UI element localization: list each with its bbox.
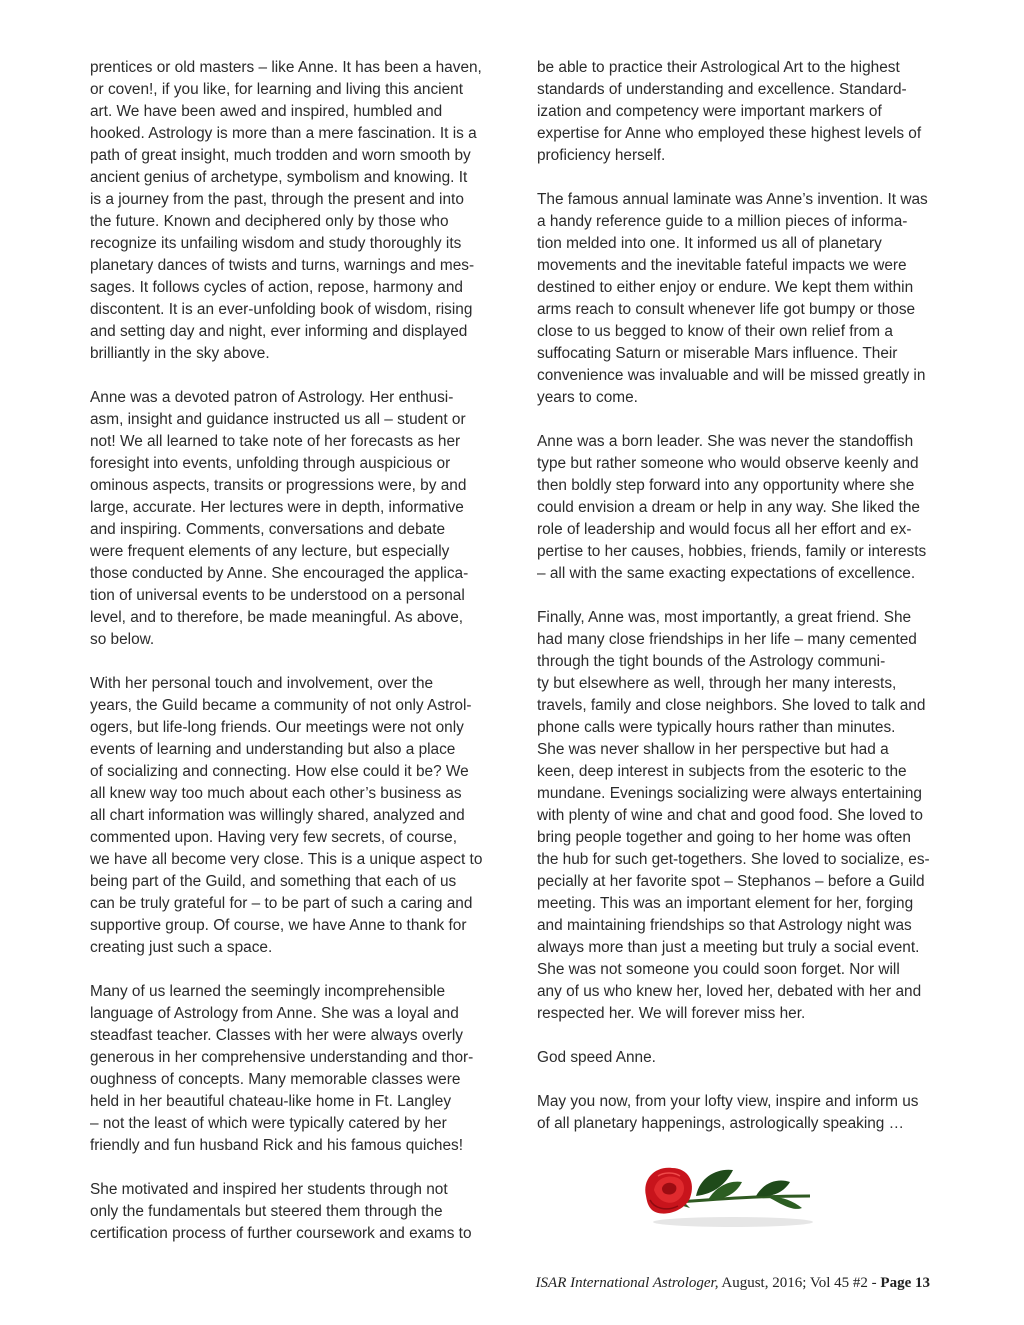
- paragraph: May you now, from your lofty view, inspire and inform us of all planetary happenings, astrologically speaking …: [537, 1093, 919, 1132]
- page-number: Page 13: [880, 1275, 930, 1291]
- paragraph: With her personal touch and involvement, over the years, the Guild became a community of not only Astrol- ogers, but life-long friends. Our meetings were not only events of learning and understanding but also a place of socializing and connecting. How else could it be? We all knew way too much about each other’s business as all chart information was willingly shared, analyzed and commented upon. Having very few secrets, of course, we have all become very close. This is a unique aspect to being part of the Guild, and something that each of us can be truly grateful for – to be part of such a caring and supportive group. Of course, we have Anne to thank for creating just such a space.: [90, 675, 483, 956]
- issue-info: August, 2016; Vol 45 #2 -: [718, 1275, 881, 1291]
- paragraph: God speed Anne.: [537, 1049, 656, 1066]
- red-rose-icon: [638, 1156, 818, 1230]
- paragraph: Finally, Anne was, most importantly, a great friend. She had many close friendships in her life – many cemented through the tight bounds of the Astrology communi- ty but elsewhere as well, through her many interests, travels, family and close neighbors. She loved to talk and phone calls were typically hours rather than minutes. She was never shallow in her perspective but had a keen, deep interest in subjects from the esoteric to the mundane. Evenings socializing were always entertaining with plenty of wine and chat and good food. She loved to bring people together and going to her home was often the hub for such get-togethers. She loved to socialize, es- pecially at her favorite spot – Stephanos – before a Guild meeting. This was an important element for her, forging and maintaining friendships so that Astrology night was always more than just a meeting but truly a social event. She was not someone you could soon forget. Nor will any of us who knew her, loved her, debated with her and respected her. We will forever miss her.: [537, 609, 930, 1022]
- paragraph: The famous annual laminate was Anne’s invention. It was a handy reference guide to a million pieces of informa- tion melded into one. It informed us all of planetary movements and the inevitable fateful impacts we were destined to either enjoy or endure. We kept them within arms reach to consult whenever life got bumpy or those close to us begged to know of their own relief from a suffocating Saturn or miserable Mars influence. Their convenience was invaluable and will be missed greatly in years to come.: [537, 191, 928, 406]
- publication-name: ISAR International Astrologer,: [535, 1275, 719, 1291]
- paragraph: Anne was a devoted patron of Astrology. Her enthusi- asm, insight and guidance instructed us all – student or not! We all learned to take note of her forecasts as her foresight into events, unfolding through auspicious or ominous aspects, transits or progressions were, by and large, accurate. Her lectures were in depth, informative and inspiring. Comments, conversations and debate were frequent elements of any lecture, but especially those conducted by Anne. She encouraged the applica- tion of universal events to be understood on a personal level, and to therefore, be made meaningful. As above, so below.: [90, 389, 469, 648]
- page-footer: [536, 1275, 930, 1292]
- right-column: [537, 57, 973, 1157]
- paragraph: be able to practice their Astrological Art to the highest standards of understanding and excellence. Standard- ization and competency were important markers of expertise for Anne who employed these highest levels of proficiency herself.: [537, 59, 922, 164]
- paragraph: prentices or old masters – like Anne. It has been a haven, or coven!, if you like, for learning and living this ancient art. We have been awed and inspired, humbled and hooked. Astrology is more than a mere fascination. It is a path of great insight, much trodden and worn smooth by ancient genius of archetype, symbolism and knowing. It is a journey from the past, through the present and into the future. Known and deciphered only by those who recognize its unfailing wisdom and study thoroughly its planetary dances of twists and turns, warnings and mes- sages. It follows cycles of action, repose, harmony and discontent. It is an ever-unfolding book of wisdom, rising and setting day and night, ever informing and displayed brilliantly in the sky above.: [90, 59, 482, 362]
- paragraph: Anne was a born leader. She was never the standoffish type but rather someone who would observe keenly and then boldly step forward into any opportunity where she could envision a dream or help in any way. She liked the role of leadership and would focus all her effort and ex- pertise to her causes, hobbies, friends, family or interests – all with the same exacting expectations of excellence.: [537, 433, 927, 582]
- left-column: [90, 57, 526, 1267]
- paragraph: She motivated and inspired her students through not only the fundamentals but steered them through the certification process of further coursework and exams to: [90, 1181, 472, 1242]
- paragraph: Many of us learned the seemingly incomprehensible language of Astrology from Anne. She was a loyal and steadfast teacher. Classes with her were always overly generous in her comprehensive understanding and thor- oughness of concepts. Many memorable classes were held in her beautiful chateau-like home in Ft. Langley – not the least of which were typically catered by her friendly and fun husband Rick and his famous quiches!: [90, 983, 474, 1154]
